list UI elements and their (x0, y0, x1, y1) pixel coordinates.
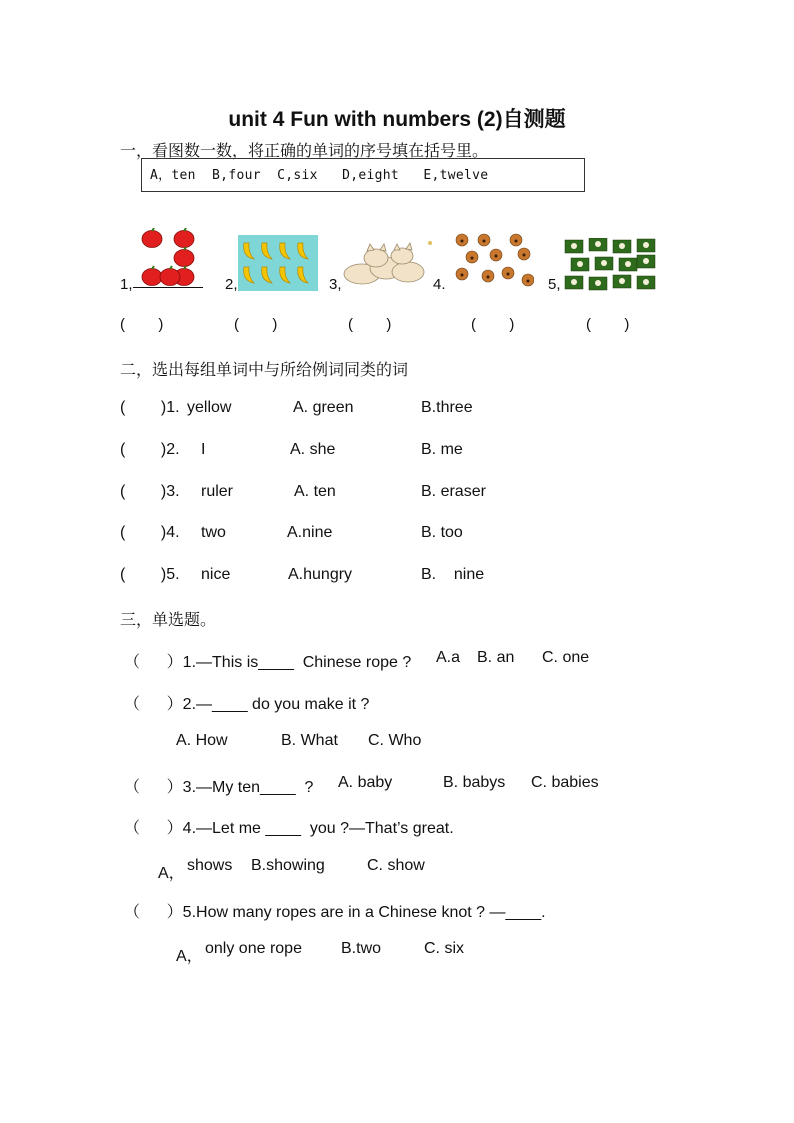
section1-heading: 一，看图数一数，将正确的单词的序号填在括号里。 (120, 143, 489, 160)
section2-heading: 二，选出每组单词中与所给例词同类的词 (120, 362, 409, 379)
option-a: A. baby (338, 774, 393, 791)
option-a-prefix: A， (176, 948, 203, 965)
option-a: A. ten (294, 483, 336, 500)
item-label: 1, (120, 276, 133, 293)
answer-underline (133, 287, 203, 288)
item-label: 5, (548, 276, 561, 293)
answer-bracket[interactable]: ( )4. (120, 524, 180, 541)
option-b: B. too (421, 524, 463, 541)
item-label: 4. (433, 276, 446, 293)
option-c: C. Who (368, 732, 422, 749)
answer-bracket[interactable]: ( ) (471, 316, 515, 333)
option-a: only one rope (205, 940, 302, 957)
photos-icon (563, 238, 657, 292)
option-b: B.showing (251, 857, 325, 874)
option-b: B. babys (443, 774, 506, 791)
option-a: A.a (436, 649, 461, 666)
option-a: A.hungry (288, 566, 353, 583)
answer-bracket[interactable]: ( ) (120, 316, 164, 333)
cats-icon (342, 238, 434, 288)
option-c: C. one (542, 649, 590, 666)
option-b: B.two (341, 940, 382, 957)
answer-bracket[interactable]: ( )2. (120, 441, 180, 458)
apples-icon (138, 228, 200, 288)
answer-bracket[interactable]: ( )3. (120, 483, 180, 500)
answer-bracket[interactable]: ( )1. (120, 399, 180, 416)
question-text: （ ）2.—____ do you make it ? (124, 696, 370, 713)
question-text: （ ）4.—Let me ____ you ?—That’s great. (124, 820, 454, 837)
example-word: ruler (201, 483, 234, 500)
option-b: B. an (477, 649, 515, 666)
option-c: C. show (367, 857, 425, 874)
item-label: 2, (225, 276, 238, 293)
question-text: （ ）5.How many ropes are in a Chinese knot ? —____. (124, 904, 546, 921)
example-word: nice (201, 566, 231, 583)
option-a: A. How (176, 732, 228, 749)
option-c: C. six (424, 940, 464, 957)
option-a: A. she (290, 441, 336, 458)
answer-bracket[interactable]: ( ) (348, 316, 392, 333)
option-b: B. nine (421, 566, 485, 583)
bears-icon (452, 230, 534, 290)
answer-bracket[interactable]: ( ) (586, 316, 630, 333)
option-a: shows (187, 857, 233, 874)
example-word: two (201, 524, 226, 541)
option-b: B. me (421, 441, 463, 458)
option-b: B.three (421, 399, 473, 416)
page-title: unit 4 Fun with numbers (2)自测题 (228, 108, 566, 131)
option-b: B. eraser (421, 483, 486, 500)
option-c: C. babies (531, 774, 599, 791)
question-text: （ ）3.—My ten____ ? (124, 779, 314, 796)
example-word: I (201, 441, 206, 458)
answer-bracket[interactable]: ( )5. (120, 566, 180, 583)
option-b: B. What (281, 732, 338, 749)
answer-bracket[interactable]: ( ) (234, 316, 278, 333)
bananas-icon (238, 235, 318, 291)
example-word: yellow (187, 399, 232, 416)
word-options-box: A，ten B,four C,six D,eight E,twelve (141, 158, 585, 192)
question-text: （ ）1.—This is____ Chinese rope ? (124, 654, 412, 671)
option-a: A. green (293, 399, 354, 416)
item-label: 3, (329, 276, 342, 293)
option-a: A.nine (287, 524, 333, 541)
section3-heading: 三，单选题。 (120, 612, 217, 629)
option-a-prefix: A， (158, 865, 185, 882)
